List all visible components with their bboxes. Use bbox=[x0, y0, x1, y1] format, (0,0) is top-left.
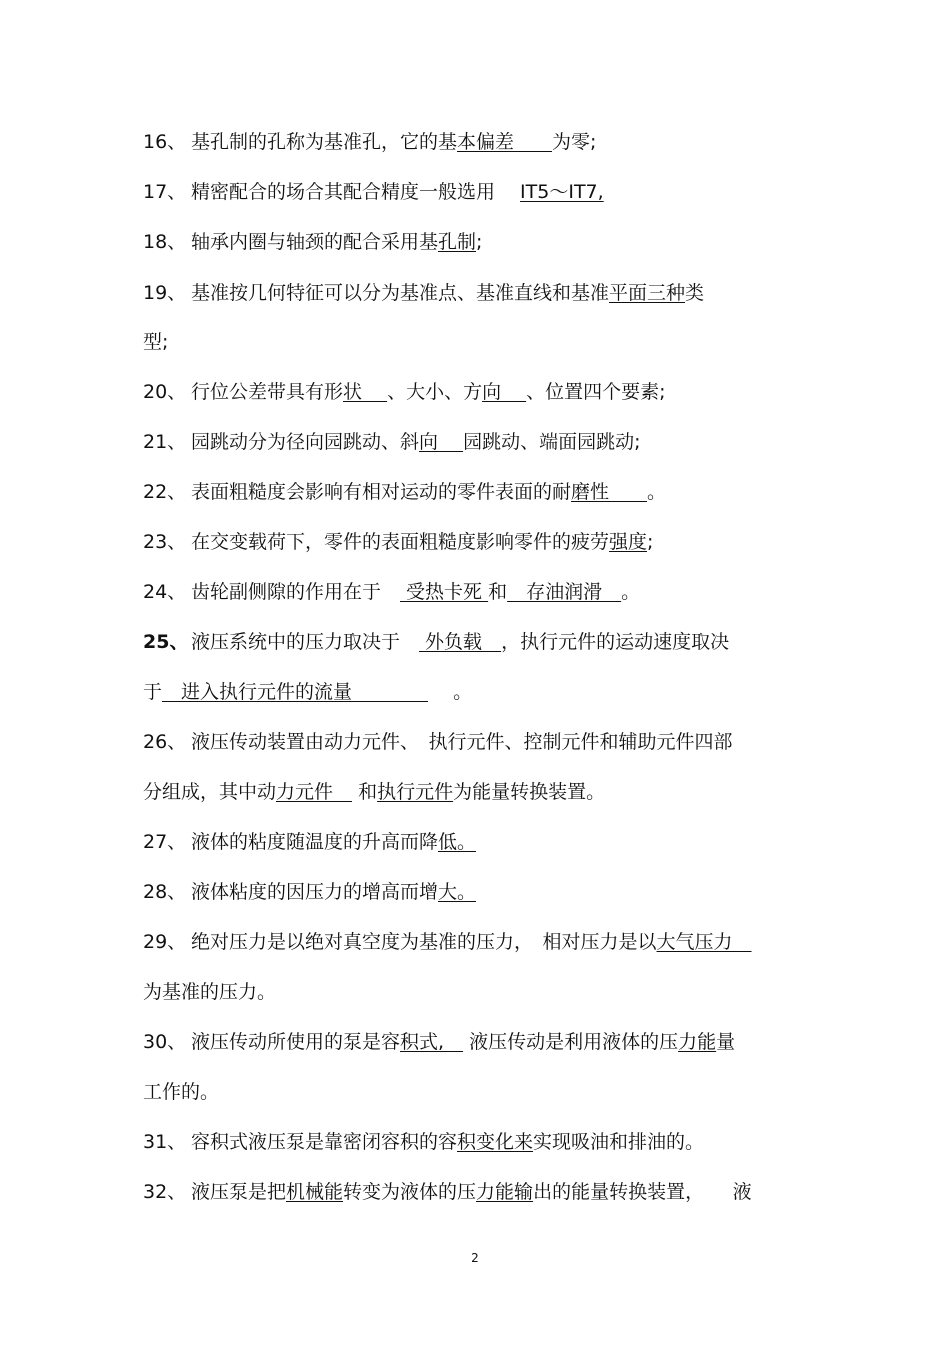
item-number: 18、 bbox=[143, 231, 187, 253]
answer-blank: 力元件 bbox=[276, 781, 353, 803]
question-text: 园跳动分为径向园跳动、斜 bbox=[191, 431, 420, 453]
item-number: 16、 bbox=[143, 131, 187, 153]
answer-blank: 孔制 bbox=[438, 231, 477, 253]
text-line bbox=[143, 130, 596, 154]
text-line bbox=[143, 730, 733, 754]
question-text: 型; bbox=[143, 331, 169, 353]
text-line bbox=[143, 180, 604, 204]
question-text: 。 bbox=[621, 581, 641, 603]
question-text: 基准按几何特征可以分为基准点、基准直线和基准 bbox=[191, 282, 610, 304]
question-text: 表面粗糙度会影响有相对运动的零件表面的耐 bbox=[191, 481, 572, 503]
text-line bbox=[143, 880, 476, 904]
question-text: 出的能量转换装置， 液 bbox=[533, 1181, 752, 1203]
question-text: 绝对压力是以绝对真空度为基准的压力， 相对压力是以 bbox=[191, 931, 657, 953]
question-text: 类 bbox=[685, 282, 705, 304]
answer-blank: 积变化来 bbox=[457, 1131, 534, 1153]
item-number: 27、 bbox=[143, 831, 187, 853]
item-number: 20、 bbox=[143, 381, 187, 403]
question-text: 液体的粘度随温度的升高而降 bbox=[191, 831, 439, 853]
answer-blank: 大。 bbox=[438, 881, 477, 903]
question-text: ; bbox=[647, 531, 654, 553]
item-number: 24、 bbox=[143, 581, 187, 603]
question-text: 和 bbox=[352, 781, 378, 803]
question-text: 园跳动、端面园跳动; bbox=[463, 431, 641, 453]
item-number: 23、 bbox=[143, 531, 187, 553]
answer-blank: 受热卡死 bbox=[400, 581, 489, 603]
question-text: 于 bbox=[143, 681, 163, 703]
question-text: 为零; bbox=[552, 131, 597, 153]
text-line bbox=[143, 1080, 219, 1104]
text-line bbox=[143, 1130, 704, 1154]
question-text: 为能量转换装置。 bbox=[453, 781, 606, 803]
answer-blank: 强度 bbox=[609, 531, 648, 553]
answer-blank: IT5～IT7, bbox=[520, 181, 604, 203]
question-text: 量 bbox=[716, 1031, 736, 1053]
text-line bbox=[143, 230, 482, 254]
question-text: ，执行元件的运动速度取决 bbox=[501, 631, 730, 653]
answer-blank: 外负载 bbox=[419, 631, 502, 653]
question-text: 液压系统中的压力取决于 bbox=[191, 631, 420, 653]
text-line bbox=[143, 480, 666, 504]
question-text: 容积式液压泵是靠密闭容积的容 bbox=[191, 1131, 458, 1153]
answer-blank: 存油润滑 bbox=[507, 581, 622, 603]
question-text: 液压泵是把 bbox=[191, 1181, 287, 1203]
item-number: 29、 bbox=[143, 931, 187, 953]
answer-blank: 磨性 bbox=[571, 481, 648, 503]
text-line bbox=[143, 980, 276, 1004]
question-text: 、大小、方 bbox=[387, 381, 483, 403]
question-text: 液体粘度的因压力的增高而增 bbox=[191, 881, 439, 903]
answer-blank: 力能输 bbox=[476, 1181, 534, 1203]
question-text: 精密配合的场合其配合精度一般选用 bbox=[191, 181, 521, 203]
item-number: 17、 bbox=[143, 181, 187, 203]
question-text: 、位置四个要素; bbox=[526, 381, 666, 403]
answer-blank: 机械能 bbox=[286, 1181, 344, 1203]
question-text: 转变为液体的压 bbox=[343, 1181, 477, 1203]
text-line bbox=[143, 380, 666, 404]
text-line bbox=[143, 1180, 752, 1204]
question-text: 在交变载荷下，零件的表面粗糙度影响零件的疲劳 bbox=[191, 531, 610, 553]
question-text: 。 bbox=[428, 681, 473, 703]
answer-blank: 执行元件 bbox=[377, 781, 454, 803]
text-line bbox=[143, 430, 640, 454]
answer-blank: 本偏差 bbox=[457, 131, 553, 153]
answer-blank: 状 bbox=[343, 381, 388, 403]
question-text: 液压传动装置由动力元件、 执行元件、控制元件和辅助元件四部 bbox=[191, 731, 733, 753]
answer-blank: 向 bbox=[482, 381, 527, 403]
answer-blank: 积式, bbox=[400, 1031, 464, 1053]
text-line bbox=[143, 330, 168, 354]
text-line bbox=[143, 630, 729, 654]
item-number: 31、 bbox=[143, 1131, 187, 1153]
question-text: 和 bbox=[488, 581, 508, 603]
question-text: 液压传动是利用液体的压 bbox=[463, 1031, 679, 1053]
question-text: 实现吸油和排油的。 bbox=[533, 1131, 705, 1153]
question-text: 。 bbox=[647, 481, 667, 503]
item-number: 32、 bbox=[143, 1181, 187, 1203]
text-line bbox=[143, 930, 752, 954]
item-number: 26、 bbox=[143, 731, 187, 753]
question-text: 行位公差带具有形 bbox=[191, 381, 344, 403]
text-line bbox=[143, 780, 605, 804]
item-number: 19、 bbox=[143, 282, 187, 304]
item-number: 30、 bbox=[143, 1031, 187, 1053]
item-number: 28、 bbox=[143, 881, 187, 903]
text-line bbox=[143, 680, 472, 704]
page-number: 2 bbox=[471, 1251, 479, 1265]
question-text: 轴承内圈与轴颈的配合采用基 bbox=[191, 231, 439, 253]
text-line bbox=[143, 1030, 735, 1054]
question-text: 为基准的压力。 bbox=[143, 981, 277, 1003]
text-line bbox=[143, 281, 704, 305]
answer-blank: 进入执行元件的流量 bbox=[162, 681, 429, 703]
item-number: 21、 bbox=[143, 431, 187, 453]
item-number: 22、 bbox=[143, 481, 187, 503]
question-text: 工作的。 bbox=[143, 1081, 220, 1103]
answer-blank: 力能 bbox=[678, 1031, 717, 1053]
question-text: 分组成，其中动 bbox=[143, 781, 277, 803]
text-line bbox=[143, 830, 476, 854]
text-line bbox=[143, 530, 653, 554]
answer-blank: 低。 bbox=[438, 831, 477, 853]
answer-blank: 平面三种 bbox=[609, 282, 686, 304]
question-text: 液压传动所使用的泵是容 bbox=[191, 1031, 401, 1053]
answer-blank: 大气压力 bbox=[656, 931, 752, 953]
item-number: 25、 bbox=[143, 631, 189, 653]
question-text: 基孔制的孔称为基准孔，它的基 bbox=[191, 131, 458, 153]
question-text: 齿轮副侧隙的作用在于 bbox=[191, 581, 401, 603]
question-text: ; bbox=[476, 231, 483, 253]
text-line bbox=[143, 580, 640, 604]
answer-blank: 向 bbox=[419, 431, 464, 453]
